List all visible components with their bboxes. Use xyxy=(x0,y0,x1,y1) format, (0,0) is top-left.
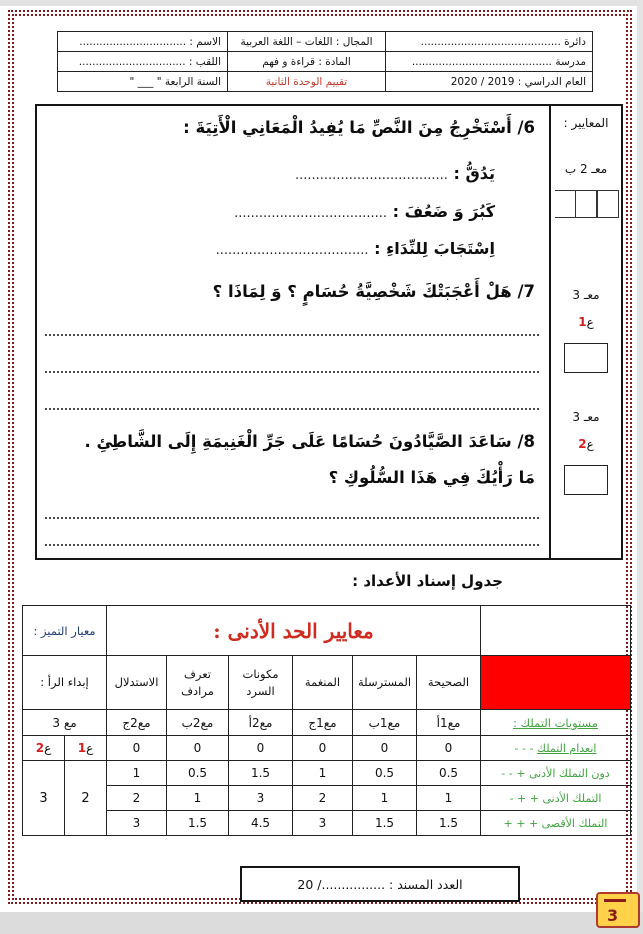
criterion-code-3: معـ 3 xyxy=(572,410,600,424)
criterion-code: مع2ب xyxy=(167,710,229,736)
question-6-text: 6/ أَسْتَخْرِجُ مِنَ النَّصِّ مَا يُفِيدُ الْمَعَانِي الْأَتِيَةَ : xyxy=(183,118,535,137)
criteria-title: المعايير : xyxy=(563,116,609,130)
criterion-header: تعرف مرادف xyxy=(167,656,229,710)
answer-line xyxy=(45,334,539,336)
field-district: دائرة .......................................... xyxy=(386,32,593,52)
score-value: 0 xyxy=(229,736,293,761)
score-value: 1 xyxy=(293,761,353,786)
scan-edge-bottom xyxy=(0,912,643,934)
score-value: 1.5 xyxy=(353,811,417,836)
assigned-score-label: العدد المسند : ................/ 20 xyxy=(297,876,463,892)
mastery-levels-header: مستويات التملك : xyxy=(481,710,631,736)
level-label-below-min: دون التملك الأدنى + - - xyxy=(481,761,631,786)
empty-corner-cell xyxy=(481,606,631,656)
answer-dots: ..................................... xyxy=(215,243,369,258)
question-8-text-line-2: مَا رَأْيُكَ فِي هَذَا السُّلُوكِ ؟ xyxy=(328,468,535,487)
score-value: 3 xyxy=(107,811,167,836)
answer-line xyxy=(45,371,539,373)
criterion-code-1: معـ 2 ب xyxy=(564,162,608,176)
scan-edge-top xyxy=(0,0,643,6)
score-value: 0 xyxy=(167,736,229,761)
criterion-header-opinion: إبداء الرأ : xyxy=(23,656,107,710)
answer-line xyxy=(45,408,539,410)
criterion-sub-3: ع2 xyxy=(578,437,594,451)
criterion-code-2: معـ 3 xyxy=(572,288,600,302)
score-value: 0 xyxy=(293,736,353,761)
score-value: 1 xyxy=(417,786,481,811)
level-label-min: التملك الأدنى + + - xyxy=(481,786,631,811)
score-value: 1 xyxy=(167,786,229,811)
score-value: 3 xyxy=(229,786,293,811)
grading-table xyxy=(22,605,631,836)
criterion-code: مع2ج xyxy=(107,710,167,736)
question-7-text: 7/ هَلْ أَعْجَبَتْكَ شَخْصِيَّةُ حُسَامٍ ؟ وَ لِمَاذَا ؟ xyxy=(212,282,535,301)
field-first-name: الاسم : ................................ xyxy=(58,32,228,52)
page-number-badge xyxy=(596,892,640,928)
field-assessment-title: تقييم الوحدة الثانية xyxy=(228,72,386,92)
questions-box xyxy=(35,104,623,560)
question-6-item-2: كَبُرَ وَ ضَعُفَ : ..................................... xyxy=(234,202,495,221)
criterion-code: مع1ج xyxy=(293,710,353,736)
question-6-item-1: يَدُقُّ : ..................................... xyxy=(294,164,495,183)
answer-dots: ..................................... xyxy=(234,206,388,221)
score-value: 0 xyxy=(353,736,417,761)
score-value: 0.5 xyxy=(353,761,417,786)
criterion-code-7: مع 3 xyxy=(23,710,107,736)
answer-dots: ..................................... xyxy=(294,168,448,183)
score-value: 0.5 xyxy=(167,761,229,786)
field-school-year: العام الدراسي : 2019 / 2020 xyxy=(386,72,593,92)
level-label-max: التملك الأقصى + + + xyxy=(481,811,631,836)
field-last-name: اللقب : ................................ xyxy=(58,52,228,72)
score-value: 0.5 xyxy=(417,761,481,786)
score-boxes-3 xyxy=(555,190,619,218)
excellence-criterion-header: معيار التميز : xyxy=(23,606,107,656)
page-badge-dash xyxy=(604,899,626,902)
score-box-cell xyxy=(555,190,576,218)
criterion-code: مع1أ xyxy=(417,710,481,736)
excellence-sub-1: ع1 xyxy=(65,736,107,761)
score-value: 1.5 xyxy=(417,811,481,836)
criterion-header: الصحيحة xyxy=(417,656,481,710)
red-highlight-cell xyxy=(481,656,631,710)
criterion-sub-2: ع1 xyxy=(578,315,594,329)
criterion-header: الاستدلال xyxy=(107,656,167,710)
score-value: 1 xyxy=(107,761,167,786)
score-value: 0 xyxy=(107,736,167,761)
score-value: 2 xyxy=(293,786,353,811)
field-school: مدرسة .......................................... xyxy=(386,52,593,72)
field-subject: المادة : قراءة و فهم xyxy=(228,52,386,72)
criterion-code: مع2أ xyxy=(229,710,293,736)
score-box-single xyxy=(564,343,608,373)
excellence-total-1: 2 xyxy=(65,761,107,836)
score-box-cell xyxy=(576,190,597,218)
excellence-total-2: 3 xyxy=(23,761,65,836)
assigned-score-box xyxy=(240,866,520,902)
score-value: 1 xyxy=(353,786,417,811)
field-domain: المجال : اللغات – اللغة العربية xyxy=(228,32,386,52)
question-6-item-3: اِسْتَجَابَ لِلنِّدَاءِ : ..................................... xyxy=(215,239,495,258)
criterion-header: مكونات السرد xyxy=(229,656,293,710)
score-value: 4.5 xyxy=(229,811,293,836)
page-number: 3 xyxy=(607,906,619,925)
score-value: 1.5 xyxy=(167,811,229,836)
score-value: 3 xyxy=(293,811,353,836)
minimum-criteria-title: معايير الحد الأدنى : xyxy=(107,606,481,656)
criterion-header: المسترسلة xyxy=(353,656,417,710)
questions-content xyxy=(37,106,547,558)
score-value: 0 xyxy=(417,736,481,761)
score-box-cell xyxy=(597,190,619,218)
answer-line xyxy=(45,544,539,546)
level-label-none: انعدام التملك - - - xyxy=(481,736,631,761)
score-value: 2 xyxy=(107,786,167,811)
criterion-code: مع1ب xyxy=(353,710,417,736)
grading-section-title: جدول إسناد الأعداد : xyxy=(352,572,503,590)
answer-line xyxy=(45,517,539,519)
score-box-single xyxy=(564,465,608,495)
criterion-header: المنغمة xyxy=(293,656,353,710)
excellence-sub-2: ع2 xyxy=(23,736,65,761)
scan-edge-right xyxy=(637,0,643,934)
header-table xyxy=(57,31,593,92)
score-value: 1.5 xyxy=(229,761,293,786)
criteria-sidebar xyxy=(549,106,621,558)
field-grade-level: السنة الرابعة " ___ " xyxy=(58,72,228,92)
question-8-text-line-1: 8/ سَاعَدَ الصَّيَّادُونَ حُسَامًا عَلَى جَرِّ الْغَنِيمَةِ إِلَى الشَّاطِئِ . xyxy=(84,432,535,451)
